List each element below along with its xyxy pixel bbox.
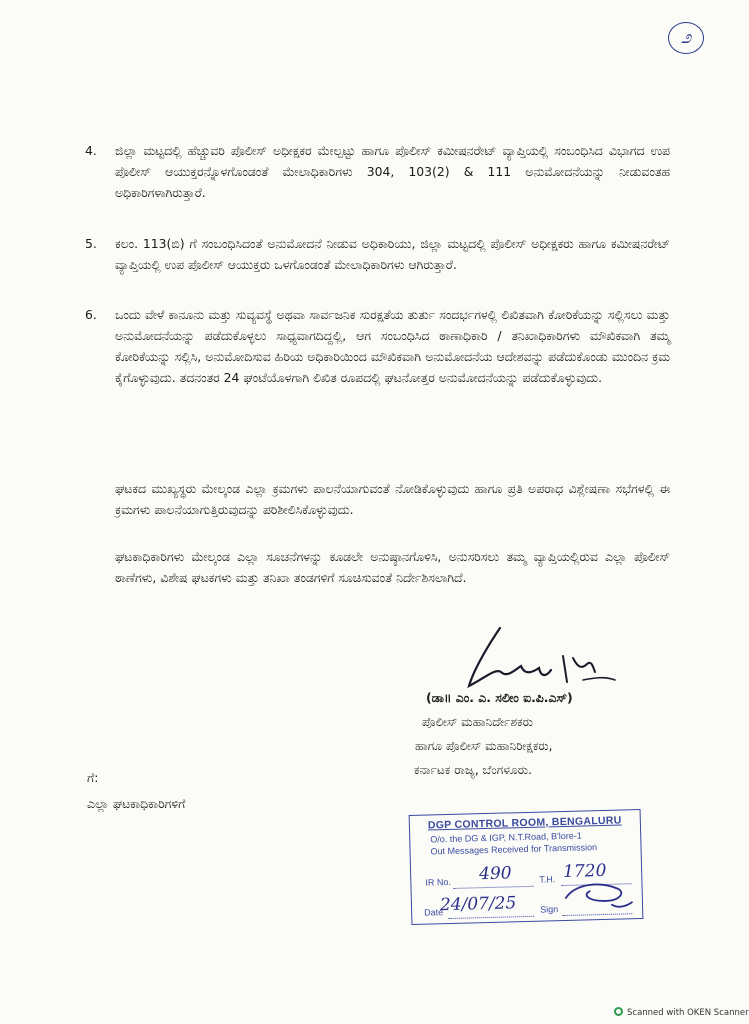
stamp-time-value: 1720 [562,860,607,883]
item-text: ಕಲಂ. 113(ಬಿ) ಗೆ ಸಂಬಂಧಿಸಿದಂತೆ ಅನುಮೋದನೆ ನೀಡುವ ಅಧಿಕಾರಿಯು, ಜಿಲ್ಲಾ ಮಟ್ಟದಲ್ಲಿ ಪೊಲೀಸ್ ಅಧೀಕ್ಷಕರು ಹಾಗೂ ಕಮೀಷನರೇಟ್ ವ್ಯಾಪ್ತಿಯಲ್ಲಿ ಉಪ ಪೊಲೀಸ್ ಆಯುಕ್ತರು ಒಳಗೊಂಡಂತೆ ಮೇಲಾಧಿಕಾರಿಗಳು ಆಗಿರುತ್ತಾರೆ. [115,236,670,272]
stamp-time-label: T.H. [539,874,556,885]
page-number: ೨ [668,22,704,54]
signatory-name: (ಡಾ॥ ಎಂ. ಎ. ಸಲೀಂ ಐ.ಪಿ.ಎಸ್) [426,690,573,705]
scanner-footer [614,1007,749,1018]
recipients: ಎಲ್ಲಾ ಘಟಕಾಧಿಕಾರಿಗಳಿಗೆ [87,796,186,811]
stamp-no-label: IR No. [425,876,452,888]
stamp-signature-icon [559,874,636,916]
paragraph-instructions: ಘಟಕಾಧಿಕಾರಿಗಳು ಮೇಲ್ಕಂಡ ಎಲ್ಲಾ ಸೂಚನೆಗಳನ್ನು ಕೂಡಲೇ ಅನುಷ್ಠಾನಗೊಳಿಸಿ, ಅನುಸರಿಸಲು ತಮ್ಮ ವ್ಯಾಪ್ತಿಯಲ್ಲಿರುವ ಎಲ್ಲಾ ಪೊಲೀಸ್ ಠಾಣೆಗಳು, ವಿಶೇಷ ಘಟಕಗಳು ಮತ್ತು ತನಿಖಾ ತಂಡಗಳಿಗೆ ಸೂಚಿಸುವಂತೆ ನಿರ್ದೇಶಿಸಲಾಗಿದೆ. [115,549,670,585]
signatory-designation-3: ಕರ್ನಾಟಕ ರಾಜ್ಯ, ಬೆಂಗಳೂರು. [414,763,532,777]
control-room-stamp [409,809,644,925]
stamp-subtitle: Out Messages Received for Transmission [430,842,598,857]
stamp-title: DGP CONTROL ROOM, BENGALURU [427,814,622,832]
stamp-date-rule [448,916,534,919]
item-number: 6. [85,307,97,322]
signatory-designation-1: ಪೊಲೀಸ್ ಮಹಾನಿರ್ದೇಶಕರು [422,715,533,729]
stamp-no-value: 490 [478,863,512,885]
scanner-logo-icon [614,1007,623,1016]
paragraph-unit-heads: ಘಟಕದ ಮುಖ್ಯಸ್ಥರು ಮೇಲ್ಕಂಡ ಎಲ್ಲಾ ಕ್ರಮಗಳು ಪಾಲನೆಯಾಗುವಂತೆ ನೋಡಿಕೊಳ್ಳುವುದು ಹಾಗೂ ಪ್ರತಿ ಅಪರಾಧ ವಿಶ್ಲೇಷಣಾ ಸಭೆಗಳಲ್ಲಿ ಈ ಕ್ರಮಗಳು ಪಾಲನೆಯಾಗುತ್ತಿರುವುದನ್ನು ಪರಿಶೀಲಿಸಿಕೊಳ್ಳುವುದು. [115,481,670,517]
stamp-sign-label: Sign [539,904,559,915]
stamp-address: O/o. the DG & IGP, N.T.Road, B'lore-1 [430,830,582,845]
stamp-date-label: Date [424,907,444,918]
item-number: 5. [85,236,97,251]
stamp-date-value: 24/07/25 [439,893,517,916]
to-label: ಗೆ: [87,770,99,785]
signatory-designation-2: ಹಾಗೂ ಪೊಲೀಸ್ ಮಹಾನಿರೀಕ್ಷಕರು, [415,739,553,753]
item-number: 4. [85,143,97,158]
item-text: ಒಂದು ವೇಳೆ ಕಾನೂನು ಮತ್ತು ಸುವ್ಯವಸ್ಥೆ ಅಥವಾ ಸಾರ್ವಜನಿಕ ಸುರಕ್ಷತೆಯ ತುರ್ತು ಸಂದರ್ಭಗಳಲ್ಲಿ ಲಿಖಿತವಾಗಿ ಕೋರಿಕೆಯನ್ನು ಸಲ್ಲಿಸಲು ಮತ್ತು ಅನುಮೋದನೆಯನ್ನು ಪಡೆದುಕೊಳ್ಳಲು ಸಾಧ್ಯವಾಗದಿದ್ದಲ್ಲಿ, ಆಗ ಸಂಬಂಧಿಸಿದ ಠಾಣಾಧಿಕಾರಿ / ತನಿಖಾಧಿಕಾರಿಗಳು ಮೌಖಿಕವಾಗಿ ತಮ್ಮ ಕೋರಿಕೆಯನ್ನು ಸಲ್ಲಿಸಿ, ಅನುಮೋದಿಸುವ ಹಿರಿಯ ಅಧಿಕಾರಿಯಿಂದ ಮೌಖಿಕವಾಗಿ ಅನುಮೋದನೆಯ ಆದೇಶವನ್ನು ಪಡೆದುಕೊಂಡು ಮುಂದಿನ ಕ್ರಮ ಕೈಗೊಳ್ಳುವುದು. ತದನಂತರ 24 ಘಂಟೆಯೊಳಗಾಗಿ ಲಿಖಿತ ರೂಪದಲ್ಲಿ ಘಟನೋತ್ತರ ಅನುಮೋದನೆಯನ್ನು ಪಡೆದುಕೊಳ್ಳುವುದು. [115,307,670,385]
item-text: ಜಿಲ್ಲಾ ಮಟ್ಟದಲ್ಲಿ ಹೆಚ್ಚುವರಿ ಪೊಲೀಸ್ ಅಧೀಕ್ಷಕರ ಮೇಲ್ಪಟ್ಟು ಹಾಗೂ ಪೊಲೀಸ್ ಕಮೀಷನರೇಟ್ ವ್ಯಾಪ್ತಿಯಲ್ಲಿ ಸಂಬಂಧಿಸಿದ ವಿಭಾಗದ ಉಪ ಪೊಲೀಸ್ ಆಯುಕ್ತರನ್ನೊಳಗೊಂಡಂತೆ ಮೇಲಾಧಿಕಾರಿಗಳು 304, 103(2) & 111 ಅನುಮೋದನೆಯನ್ನು ನೀಡುವಂತಹ ಅಧಿಕಾರಿಗಳಾಗಿರುತ್ತಾರೆ. [115,143,670,200]
scanner-footer-text: Scanned with OKEN Scanner [627,1008,749,1018]
stamp-no-rule [454,886,534,889]
